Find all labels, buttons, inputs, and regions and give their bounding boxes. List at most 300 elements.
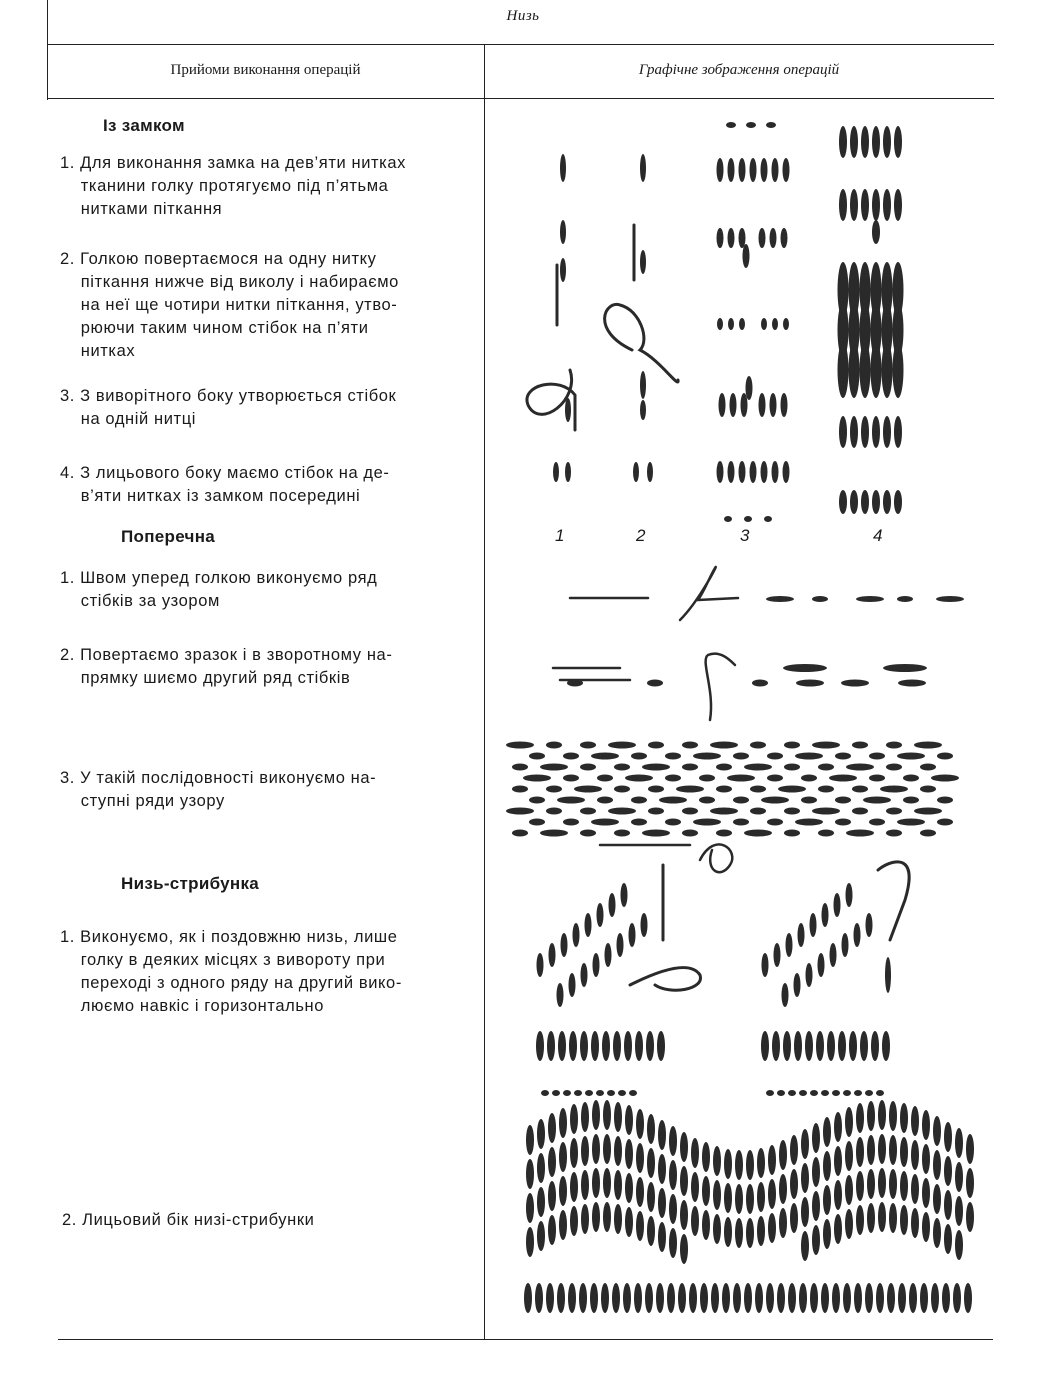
- stitch-face-bottom: [535, 1283, 543, 1313]
- stitch-face: [614, 1170, 622, 1200]
- stitch-band: [914, 808, 942, 815]
- stitch-fig3: [717, 158, 724, 182]
- stitch-fig4: [872, 126, 880, 158]
- stitch-band: [529, 753, 545, 760]
- stitch-face: [779, 1140, 787, 1170]
- stitch-strybunka-a: [558, 1031, 566, 1061]
- stitch-face: [647, 1114, 655, 1144]
- figure-label-1: 1: [555, 526, 565, 545]
- stitch-face: [856, 1103, 864, 1133]
- stitch-row2: [647, 680, 663, 687]
- stitch-fig3: [739, 228, 746, 248]
- stitch-fig3: [728, 158, 735, 182]
- stitch-strybunka-b: [794, 1031, 802, 1061]
- stitch-fig4: [872, 490, 880, 514]
- stitch-fig4: [838, 342, 849, 398]
- stitch-strybunka-a: [593, 953, 600, 977]
- stitch-strybunka-a: [561, 933, 568, 957]
- stitch-face-bottom: [678, 1283, 686, 1313]
- stitch-strybunka-a: [607, 1090, 615, 1096]
- stitch-face: [757, 1148, 765, 1178]
- stitch-band: [801, 775, 817, 782]
- stitch-face: [625, 1139, 633, 1169]
- stitch-face: [702, 1142, 710, 1172]
- stitch-band: [682, 764, 698, 771]
- stitch-row1: [897, 596, 913, 602]
- stitch-fig4: [850, 126, 858, 158]
- stitch-band: [648, 786, 664, 793]
- stitch-band: [580, 830, 596, 837]
- stitch-face: [559, 1108, 567, 1138]
- stitch-face: [680, 1234, 688, 1264]
- stitch-strybunka-b: [842, 933, 849, 957]
- stitch-fig3: [726, 122, 736, 128]
- stitch-band: [886, 808, 902, 815]
- stitch-strybunka-b: [816, 1031, 824, 1061]
- stitch-band: [682, 830, 698, 837]
- stitch-strybunka-b: [810, 913, 817, 937]
- stitch-face: [944, 1156, 952, 1186]
- stitch-face: [735, 1184, 743, 1214]
- section-title-poperechna: Поперечна: [121, 527, 216, 546]
- stitch-face: [867, 1169, 875, 1199]
- stitch-row2: [752, 680, 768, 687]
- thread-strybunka-a: [630, 968, 700, 991]
- stitch-fig4: [883, 126, 891, 158]
- stitch-fig2: [647, 462, 653, 482]
- stitch-face-bottom: [909, 1283, 917, 1313]
- stitch-band: [761, 797, 789, 804]
- stitch-face: [966, 1168, 974, 1198]
- stitch-face: [834, 1112, 842, 1142]
- stitch-face: [933, 1184, 941, 1214]
- stitch-strybunka-a: [609, 893, 616, 917]
- stitch-fig3: [743, 244, 750, 268]
- stitch-face-bottom: [711, 1283, 719, 1313]
- stitch-face: [911, 1140, 919, 1170]
- stitch-band: [852, 786, 868, 793]
- stitch-face: [636, 1211, 644, 1241]
- stitch-band: [529, 797, 545, 804]
- stitch-fig4: [861, 189, 869, 221]
- stitch-fig3: [746, 122, 756, 128]
- stitch-strybunka-b: [854, 923, 861, 947]
- stitch-strybunka-b: [846, 883, 853, 907]
- stitch-strybunka-a: [597, 903, 604, 927]
- stitch-fig4: [861, 416, 869, 448]
- stitch-face: [570, 1172, 578, 1202]
- stitch-fig3: [770, 393, 777, 417]
- stitch-face: [966, 1134, 974, 1164]
- stitch-face-bottom: [788, 1283, 796, 1313]
- stitch-face: [900, 1205, 908, 1235]
- stitch-face: [636, 1177, 644, 1207]
- stitch-band: [659, 797, 687, 804]
- stitch-fig3: [730, 393, 737, 417]
- stitch-strybunka-a: [617, 933, 624, 957]
- stitch-band: [608, 808, 636, 815]
- stitch-face: [559, 1176, 567, 1206]
- stitch-face: [526, 1159, 534, 1189]
- stitch-band: [512, 830, 528, 837]
- stitch-face-bottom: [722, 1283, 730, 1313]
- stitch-face: [724, 1149, 732, 1179]
- stitch-face: [955, 1162, 963, 1192]
- stitch-band: [631, 797, 647, 804]
- stitch-strybunka-b: [798, 923, 805, 947]
- stitch-fig3: [739, 158, 746, 182]
- stitch-fig3: [728, 461, 735, 483]
- stitch-band: [716, 830, 732, 837]
- stitch-strybunka-b: [799, 1090, 807, 1096]
- stitch-face: [669, 1228, 677, 1258]
- stitch-face: [548, 1181, 556, 1211]
- stitch-fig3: [750, 461, 757, 483]
- stitch-face: [790, 1135, 798, 1165]
- stitch-band: [523, 775, 551, 782]
- stitch-fig4: [839, 416, 847, 448]
- stitch-strybunka-b: [788, 1090, 796, 1096]
- stitch-face: [834, 1146, 842, 1176]
- stitch-band: [608, 742, 636, 749]
- stitch-face: [779, 1208, 787, 1238]
- stitch-fig4: [861, 490, 869, 514]
- stitch-strybunka-a: [602, 1031, 610, 1061]
- stitch-face-bottom: [766, 1283, 774, 1313]
- stitch-fig3: [764, 516, 772, 522]
- stitch-band: [614, 764, 630, 771]
- stitch-band: [580, 808, 596, 815]
- stitch-strybunka-b: [786, 933, 793, 957]
- stitch-strybunka-b: [783, 1031, 791, 1061]
- stitch-face: [757, 1182, 765, 1212]
- stitch-face: [537, 1221, 545, 1251]
- stitch-band: [665, 753, 681, 760]
- stitch-strybunka-a: [580, 1031, 588, 1061]
- stitch-fig3: [719, 393, 726, 417]
- stitch-strybunka-a: [657, 1031, 665, 1061]
- stitch-face: [834, 1214, 842, 1244]
- needle-band: [700, 844, 732, 872]
- stitch-band: [716, 786, 732, 793]
- stitch-band: [614, 786, 630, 793]
- stitch-band: [540, 830, 568, 837]
- stitch-fig4: [860, 342, 871, 398]
- stitch-face: [537, 1119, 545, 1149]
- stitch-face: [636, 1143, 644, 1173]
- stitch-face: [922, 1178, 930, 1208]
- stitch-face-bottom: [931, 1283, 939, 1313]
- stitch-band: [863, 797, 891, 804]
- stitch-band: [625, 775, 653, 782]
- stitch-face-bottom: [601, 1283, 609, 1313]
- stitch-band: [852, 742, 868, 749]
- stitch-band: [529, 819, 545, 826]
- stitch-fig3: [772, 461, 779, 483]
- stitch-fig4: [839, 490, 847, 514]
- step-zamok-2: 2. Голкою повертаємося на одну нитку піткання нижче від виколу і набираємо на неї ще чотири нитки піткання, утво- рюючи таким чином стібок на п’яти нитках: [60, 250, 399, 360]
- stitch-band: [733, 753, 749, 760]
- stitch-face: [922, 1144, 930, 1174]
- stitch-face: [856, 1137, 864, 1167]
- stitch-band: [784, 830, 800, 837]
- stitch-strybunka-b: [860, 1031, 868, 1061]
- stitch-face-bottom: [876, 1283, 884, 1313]
- figure-label-4: 4: [873, 526, 883, 545]
- stitch-row1: [812, 596, 828, 602]
- stitch-strybunka-b: [821, 1090, 829, 1096]
- stitch-fig1: [560, 220, 566, 244]
- stitch-band: [937, 797, 953, 804]
- stitch-strybunka-a: [585, 913, 592, 937]
- stitch-face: [669, 1126, 677, 1156]
- stitch-face: [691, 1138, 699, 1168]
- stitch-strybunka-a: [536, 1031, 544, 1061]
- stitch-face: [812, 1191, 820, 1221]
- stitch-strybunka-a: [557, 983, 564, 1007]
- stitch-fig3: [728, 318, 734, 330]
- stitch-face: [691, 1206, 699, 1236]
- thread-row2: [553, 668, 630, 680]
- stitch-face: [713, 1214, 721, 1244]
- stitch-band: [897, 753, 925, 760]
- stitch-fig1: [565, 398, 571, 422]
- stitch-face-bottom: [865, 1283, 873, 1313]
- step-poperechna-2: 2. Повертаємо зразок і в зворотному на- прямку шиємо другий ряд стібків: [60, 646, 393, 687]
- stitch-band: [812, 742, 840, 749]
- stitch-face: [559, 1210, 567, 1240]
- stitch-band: [937, 819, 953, 826]
- stitch-band: [710, 808, 738, 815]
- stitch-face-bottom: [634, 1283, 642, 1313]
- stitch-face: [559, 1142, 567, 1172]
- stitch-strybunka-b: [782, 983, 789, 1007]
- stitch-fig3: [717, 461, 724, 483]
- stitch-strybunka-a: [581, 963, 588, 987]
- column-header-graphics: Графічне зображення операцій: [638, 62, 840, 78]
- stitch-band: [750, 786, 766, 793]
- stitch-band: [682, 808, 698, 815]
- stitch-fig1: [553, 462, 559, 482]
- stitch-strybunka-a: [537, 953, 544, 977]
- stitch-fig4: [849, 342, 860, 398]
- stitch-fig3: [746, 376, 753, 400]
- needle-row2: [706, 654, 735, 720]
- stitch-band: [682, 742, 698, 749]
- stitch-face: [933, 1150, 941, 1180]
- stitch-face: [592, 1100, 600, 1130]
- stitch-fig2: [640, 400, 646, 420]
- stitch-strybunka-a: [549, 943, 556, 967]
- stitch-face-bottom: [623, 1283, 631, 1313]
- stitch-face-bottom: [744, 1283, 752, 1313]
- stitch-face: [889, 1135, 897, 1165]
- stitch-face: [812, 1157, 820, 1187]
- stitch-band: [846, 830, 874, 837]
- stitch-fig4: [850, 189, 858, 221]
- stitch-band: [818, 764, 834, 771]
- needle-row1: [680, 567, 738, 620]
- stitch-strybunka-a: [569, 973, 576, 997]
- stitch-band: [716, 764, 732, 771]
- stitch-face-bottom: [854, 1283, 862, 1313]
- stitch-face: [526, 1193, 534, 1223]
- stitch-face: [911, 1174, 919, 1204]
- stitch-strybunka-a: [573, 923, 580, 947]
- stitch-fig3: [781, 393, 788, 417]
- stitch-band: [642, 830, 670, 837]
- stitch-face: [724, 1183, 732, 1213]
- stitch-face: [801, 1129, 809, 1159]
- stitch-band: [665, 819, 681, 826]
- stitch-band: [880, 786, 908, 793]
- stitch-row1: [856, 596, 884, 602]
- stitch-face: [680, 1166, 688, 1196]
- stitch-band: [546, 808, 562, 815]
- stitch-strybunka-a: [585, 1090, 593, 1096]
- stitch-face-bottom: [524, 1283, 532, 1313]
- stitch-band: [835, 819, 851, 826]
- stitch-face: [603, 1202, 611, 1232]
- stitch-band: [920, 830, 936, 837]
- stitch-band: [591, 753, 619, 760]
- stitch-band: [512, 764, 528, 771]
- stitch-face: [955, 1128, 963, 1158]
- stitch-strybunka-b: [827, 1031, 835, 1061]
- stitch-face: [526, 1227, 534, 1257]
- stitch-band: [557, 797, 585, 804]
- stitch-face: [933, 1218, 941, 1248]
- stitch-fig2: [633, 462, 639, 482]
- stitch-band: [546, 742, 562, 749]
- stitch-strybunka-b: [830, 943, 837, 967]
- stitch-row2: [841, 680, 869, 687]
- stitch-fig3: [783, 461, 790, 483]
- stitch-face: [636, 1109, 644, 1139]
- stitch-strybunka-b: [876, 1090, 884, 1096]
- stitch-face: [537, 1153, 545, 1183]
- stitch-fig4: [882, 342, 893, 398]
- stitch-strybunka-a: [596, 1090, 604, 1096]
- figure-label-3: 3: [740, 526, 750, 545]
- stitch-face-bottom: [645, 1283, 653, 1313]
- stitch-face: [691, 1172, 699, 1202]
- stitch-face: [746, 1150, 754, 1180]
- stitch-fig2: [640, 154, 646, 182]
- stitch-face-bottom: [590, 1283, 598, 1313]
- stitch-strybunka-a: [641, 913, 648, 937]
- stitch-fig4: [894, 189, 902, 221]
- step-zamok-4: 4. З лицьового боку маємо стібок на де- в’яти нитках із замком посередині: [60, 464, 390, 505]
- stitch-face: [922, 1212, 930, 1242]
- stitch-face: [713, 1146, 721, 1176]
- stitch-strybunka-b: [822, 903, 829, 927]
- stitch-strybunka-a: [624, 1031, 632, 1061]
- stitch-face-bottom: [755, 1283, 763, 1313]
- stitch-fig3: [724, 516, 732, 522]
- stitch-band: [920, 764, 936, 771]
- stitch-face-bottom: [953, 1283, 961, 1313]
- stitch-fig3: [766, 122, 776, 128]
- stitch-face: [658, 1120, 666, 1150]
- stitch-fig3: [781, 228, 788, 248]
- stitch-row1: [766, 596, 794, 602]
- stitch-strybunka-a: [574, 1090, 582, 1096]
- stitch-strybunka-b: [865, 1090, 873, 1096]
- step-poperechna-3: 3. У такій послідовності виконуємо на- ступні ряди узору: [60, 769, 377, 810]
- stitch-band: [563, 753, 579, 760]
- stitch-face: [603, 1168, 611, 1198]
- stitch-band: [591, 819, 619, 826]
- stitch-face: [944, 1224, 952, 1254]
- stitch-face: [900, 1171, 908, 1201]
- stitch-band: [506, 742, 534, 749]
- stitch-band: [750, 742, 766, 749]
- stitch-strybunka-b: [806, 963, 813, 987]
- stitch-band: [818, 830, 834, 837]
- stitch-face-bottom: [656, 1283, 664, 1313]
- stitch-band: [744, 830, 772, 837]
- stitch-face: [889, 1203, 897, 1233]
- stitch-fig3: [739, 318, 745, 330]
- stitch-face: [933, 1116, 941, 1146]
- stitch-strybunka-a: [618, 1090, 626, 1096]
- stitch-strybunka-b: [818, 953, 825, 977]
- stitch-face: [812, 1123, 820, 1153]
- stitch-face: [570, 1138, 578, 1168]
- stitch-band: [597, 797, 613, 804]
- stitch-band: [937, 753, 953, 760]
- stitch-face-bottom: [821, 1283, 829, 1313]
- stitch-face-bottom: [964, 1283, 972, 1313]
- stitch-face: [603, 1134, 611, 1164]
- stitch-band: [767, 753, 783, 760]
- stitch-fig2: [640, 250, 646, 274]
- stitch-face: [944, 1190, 952, 1220]
- stitch-band: [795, 753, 823, 760]
- stitch-face: [944, 1122, 952, 1152]
- stitch-face: [889, 1101, 897, 1131]
- stitch-fig4: [861, 126, 869, 158]
- stitch-band: [648, 742, 664, 749]
- stitch-row2: [796, 680, 824, 687]
- stitch-strybunka-b: [762, 953, 769, 977]
- stitch-face: [647, 1182, 655, 1212]
- stitch-face-bottom: [700, 1283, 708, 1313]
- stitch-face: [548, 1147, 556, 1177]
- stitch-strybunka-b: [805, 1031, 813, 1061]
- stitch-strybunka-a: [591, 1031, 599, 1061]
- stitch-fig3: [717, 228, 724, 248]
- stitch-face: [845, 1107, 853, 1137]
- needle-strybunka-b: [878, 862, 909, 940]
- stitch-face: [735, 1218, 743, 1248]
- stitch-face: [867, 1135, 875, 1165]
- stitch-band: [614, 830, 630, 837]
- stitch-fig4: [850, 416, 858, 448]
- stitch-fig1: [560, 154, 566, 182]
- stitch-band: [631, 753, 647, 760]
- stitch-face: [955, 1230, 963, 1260]
- stitch-band: [886, 764, 902, 771]
- stitch-face: [845, 1209, 853, 1239]
- stitch-band: [784, 808, 800, 815]
- stitch-band: [784, 742, 800, 749]
- stitch-band: [574, 786, 602, 793]
- stitch-face: [900, 1103, 908, 1133]
- stitch-fig4: [893, 342, 904, 398]
- stitch-fig3: [759, 228, 766, 248]
